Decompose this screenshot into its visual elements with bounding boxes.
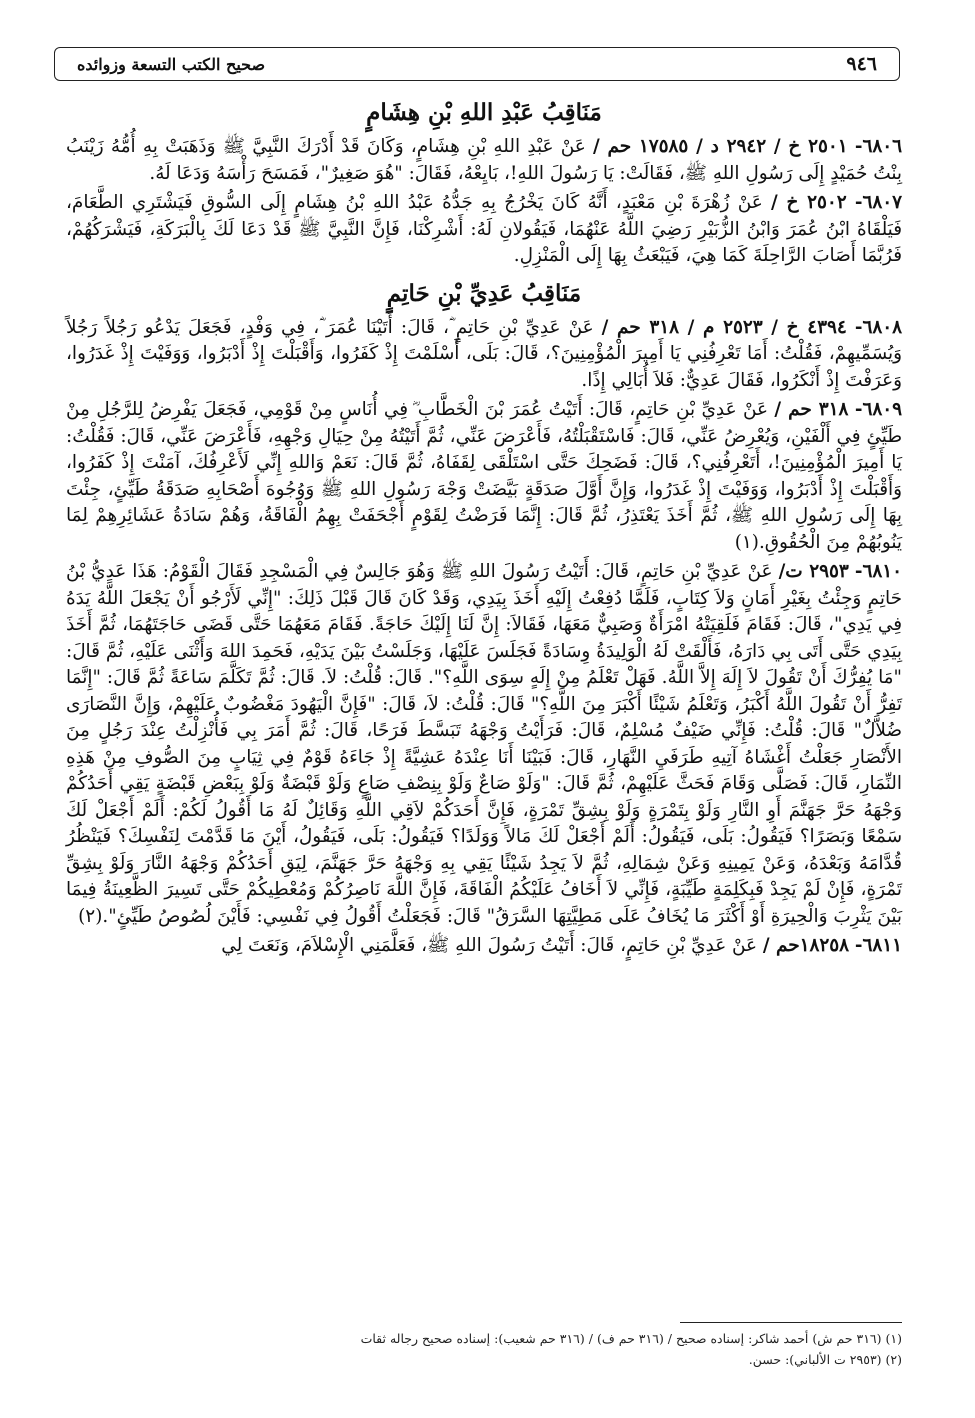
hadith-number: ٦٨٠٧-	[854, 192, 902, 213]
hadith-references: ٣١٨ حم /	[774, 399, 849, 420]
section-adi-ibn-hatim	[66, 273, 902, 960]
page-number: ٩٤٦	[846, 53, 877, 75]
hadith-text: عَنْ عَدِيِّ بْنِ حَاتِمٍ، قَالَ: أَتَيْتُ رَسُولَ اللهِ ﷺ، فَعَلَّمَنِي الْإِسْلاَمَ، وَنَعَتَ لِي	[221, 935, 757, 956]
section-abdullah-ibn-hisham	[66, 92, 902, 270]
hadith-text: عَنْ عَبْدِ اللهِ بْنِ هِشَامٍ، وَكَانَ قَدْ أَدْرَكَ النَّبِيَّ ﷺ وَذَهَبَتْ بِهِ أُمُّهُ زَيْنَبُ بِنْتُ حُمَيْدٍ إِلَى رَسُولِ اللهِ ﷺ، فَقَالَتْ: يَا رَسُولَ اللهِ!، بَايِعْهُ، فَقَالَ: "هُوَ صَغِيرٌ"، فَمَسَحَ رَأْسَهُ وَدَعَا لَهُ.	[66, 136, 902, 184]
hadith-number: ٦٨١١-	[854, 935, 902, 956]
hadith-number: ٦٨٠٩-	[854, 399, 902, 420]
hadith-entry	[66, 397, 902, 556]
hadith-entry	[66, 933, 902, 960]
footnote-1: (١) (٣١٦ حم ش) أحمد شاكر: إسناده صحيح / (٣١٦ حم ف) / (٣١٦ حم شعيب): إسناده صحيح رجاله ثقات	[360, 1331, 902, 1346]
section-heading: مَنَاقِبُ عَبْدِ اللهِ بْنِ هِشَامٍ	[366, 99, 602, 126]
hadith-entry	[66, 559, 902, 930]
hadith-entry	[66, 190, 902, 270]
hadith-text: عَنْ عَدِيِّ بْنِ حَاتِمٍ ؓ، قَالَ: أَتَيْنَا عُمَرَ ؓ، فِي وَفْدٍ، فَجَعَلَ يَدْعُو رَجُلاً رَجُلاً وَيُسَمِّيهِمْ، فَقُلْتُ: أَمَا تَعْرِفُنِي يَا أَمِيرَ الْمُؤْمِنِينَ؟، قَالَ: بَلَى، أَسْلَمْتَ إِذْ كَفَرُوا، وَأَقْبَلْتَ إِذْ أَدْبَرُوا، وَوَفَيْتَ إِذْ غَدَرُوا، وَعَرَفْتَ إِذْ أَنْكَرُوا، فَقَالَ عَدِيٌّ: فَلاَ أُبَالِي إِذًا.	[66, 316, 902, 391]
hadith-references: ٢٥٠١ خ / ٢٩٤٢ د / ١٧٥٨٥ حم /	[592, 136, 848, 157]
hadith-references: ٢٥٠٢ خ /	[770, 192, 847, 213]
hadith-entry	[66, 315, 902, 395]
hadith-text: عَنْ عَدِيِّ بْنِ حَاتِمٍ، قَالَ: أَتَيْتُ عُمَرَ بْنَ الْخَطَّابِ ؓ فِي أُنَاسٍ مِنْ قَوْمِي، فَجَعَلَ يَفْرِضُ لِلرَّجُلِ مِنْ طَيِّئٍ فِي أَلْفَيْنِ، وَيُعْرِضُ عَنِّي، قَالَ: فَاسْتَقْبَلْتُهُ، فَأَعْرَضَ عَنِّي، ثُمَّ أَتَيْتُهُ مِنْ حِيَالِ وَجْهِهِ، فَأَعْرَضَ عَنِّي، قَالَ: فَقُلْتُ: يَا أَمِيرَ الْمُؤْمِنِينَ!، أَتَعْرِفُنِي؟، قَالَ: فَضَحِكَ حَتَّى اسْتَلْقَى لِقَفَاهُ، ثُمَّ قَالَ: نَعَمْ وَاللهِ إِنِّي لَأَعْرِفُكَ، آمَنْتَ إِذْ كَفَرُوا، وَأَقْبَلْتَ إِذْ أَدْبَرُوا، وَوَفَيْتَ إِذْ غَدَرُوا، وَإِنَّ أَوَّلَ صَدَقَةٍ بَيَّضَتْ وَجْهَ رَسُولِ اللهِ ﷺ وَوُجُوهَ أَصْحَابِهِ صَدَقَةُ طَيِّئٍ، جِئْتَ بِهَا إِلَى رَسُولِ اللهِ ﷺ، ثُمَّ أَخَذَ يَعْتَذِرُ، ثُمَّ قَالَ: إِنَّمَا فَرَضْتُ لِقَوْمٍ أَجْحَفَتْ بِهِمُ الْفَاقَةُ، وَهُمْ سَادَةُ عَشَائِرِهِمْ لِمَا يَنُوبُهُمْ مِنَ الْحُقُوقِ.(١)	[66, 399, 903, 553]
hadith-references: ١٨٢٥٨حم /	[762, 935, 849, 956]
running-header	[54, 47, 900, 81]
book-title: صحيح الكتب التسعة وزوائده	[77, 54, 266, 74]
page-body	[66, 92, 902, 963]
hadith-text: عَنْ زُهْرَةَ بْنِ مَعْبَدٍ، أَنَّهُ كَانَ يَخْرُجُ بِهِ جَدُّهُ عَبْدُ اللهِ بْنُ هِشَامٍ إِلَى السُّوقِ فَيَشْتَرِي الطَّعَامَ، فَيَلْقَاهُ ابْنُ عُمَرَ وَابْنُ الزُّبَيْرِ رَضِيَ اللَّهُ عَنْهُمَا، فَيَقُولانِ لَهُ: أَشْرِكْنَا، فَإِنَّ النَّبِيَّ ﷺ قَدْ دَعَا لَكَ بِالْبَرَكَةِ، فَيَشْرَكُهُمْ، فَرُبَّمَا أَصَابَ الرَّاحِلَةَ كَمَا هِيَ، فَيَبْعَثُ بِهَا إِلَى الْمَنْزِلِ.	[66, 192, 902, 266]
hadith-number: ٦٨٠٨-	[854, 316, 902, 338]
hadith-entry	[66, 134, 902, 187]
footnote-divider	[680, 1322, 902, 1323]
hadith-references: ٢٩٥٣ ت/	[778, 561, 849, 582]
hadith-references: ٤٣٩٤ خ / ٢٥٢٣ م / ٣١٨ حم /	[601, 316, 847, 338]
section-heading: مَنَاقِبُ عَدِيِّ بْنِ حَاتِمٍ	[386, 279, 582, 307]
hadith-number: ٦٨١٠-	[854, 561, 902, 582]
footnote-2: (٢) (٢٩٥٣ ت الألباني): حسن.	[748, 1352, 902, 1367]
footnotes	[342, 1328, 902, 1370]
hadith-number: ٦٨٠٦-	[854, 136, 902, 157]
hadith-text: عَنْ عَدِيِّ بْنِ حَاتِمٍ، قَالَ: أَتَيْتُ رَسُولَ اللهِ ﷺ وَهُوَ جَالِسٌ فِي الْمَسْجِدِ فَقَالَ الْقَوْمُ: هَذَا عَدِيُّ بْنُ حَاتِمٍ وَجِئْتُ بِغَيْرِ أَمَانٍ وَلاَ كِتَابٍ، فَلَمَّا دُفِعْتُ إِلَيْهِ أَخَذَ بِيَدِي، وَقَدْ كَانَ قَالَ قَبْلَ ذَلِكَ: "إِنِّي لَأَرْجُو أَنْ يَجْعَلَ اللَّهُ يَدَهُ فِي يَدِي"، قَالَ: فَقَامَ فَلَقِيَتْهُ امْرَأَةٌ وَصَبِيٌّ مَعَهَا، فَقَالاَ: إِنَّ لَنَا إِلَيْكَ حَاجَةً. فَقَامَ مَعَهُمَا حَتَّى قَضَى حَاجَتَهُمَا، ثُمَّ أَخَذَ بِيَدِي حَتَّى أَتَى بِي دَارَهُ، فَأَلْقَتْ لَهُ الْوَلِيدَةُ وِسَادَةً فَجَلَسَ عَلَيْهَا، وَجَلَسْتُ بَيْنَ يَدَيْهِ، فَحَمِدَ اللهَ وَأَثْنَى عَلَيْهِ، ثُمَّ قَالَ: "مَا يُفِرُّكَ أَنْ تَقُولَ لاَ إِلَهَ إِلاَّ اللَّهُ. فَهَلْ تَعْلَمُ مِنْ إِلَهٍ سِوَى اللَّهِ؟". قَالَ: قُلْتُ: لاَ. قَالَ: ثُمَّ تَكَلَّمَ سَاعَةً ثُمَّ قَالَ: "إِنَّمَا تَفِرُّ أَنْ تَقُولَ اللَّهُ أَكْبَرُ، وَتَعْلَمُ شَيْئًا أَكْبَرَ مِنَ اللَّهِ؟" قَالَ: قُلْتُ: لاَ، قَالَ: "فَإِنَّ الْيَهُودَ مَغْضُوبٌ عَلَيْهِمْ، وَإِنَّ النَّصَارَى ضُلاَّلٌ" قَالَ: قُلْتُ: فَإِنِّي ضَيْفٌ مُسْلِمٌ، قَالَ: فَرَأَيْتُ وَجْهَهُ تَبَسَّطَ فَرَحًا، قَالَ: ثُمَّ أَمَرَ بِي فَأُنْزِلْتُ عِنْدَ رَجُلٍ مِنَ الأَنْصَارِ جَعَلْتُ أَغْشَاهُ آتِيهِ طَرَفَيِ النَّهَارِ، قَالَ: فَبَيْنَا أَنَا عِنْدَهُ عَشِيَّةً إِذْ جَاءَهُ قَوْمٌ فِي ثِيَابٍ مِنَ الصُّوفِ مِنْ هَذِهِ النِّمَارِ، قَالَ: فَصَلَّى وَقَامَ فَحَثَّ عَلَيْهِمْ، ثُمَّ قَالَ: "وَلَوْ صَاعٌ وَلَوْ بِنِصْفِ صَاعٍ وَلَوْ قَبْضَةٌ وَلَوْ بِبَعْضِ قَبْضَةٍ يَقِي أَحَدُكُمْ وَجْهَهُ حَرَّ جَهَنَّمَ أَوِ النَّارِ وَلَوْ بِتَمْرَةٍ وَلَوْ بِشِقِّ تَمْرَةٍ، فَإِنَّ أَحَدَكُمْ لاَقِي اللَّهِ وَقَائِلٌ لَهُ مَا أَقُولُ لَكُمْ: أَلَمْ أَجْعَلْ لَكَ سَمْعًا وَبَصَرًا؟ فَيَقُولُ: بَلَى، فَيَقُولُ: أَلَمْ أَجْعَلْ لَكَ مَالاً وَوَلَدًا؟ فَيَقُولُ: بَلَى، فَيَقُولُ، أَيْنَ مَا قَدَّمْتَ لِنَفْسِكَ؟ فَيَنْظُرُ قُدَّامَهُ وَبَعْدَهُ، وَعَنْ يَمِينِهِ وَعَنْ شِمَالِهِ، ثُمَّ لاَ يَجِدُ شَيْئًا يَقِي بِهِ وَجْهَهُ حَرَّ جَهَنَّمَ، لِيَقِ أَحَدُكُمْ وَجْهَهُ النَّارَ وَلَوْ بِشِقِّ تَمْرَةٍ، فَإِنْ لَمْ يَجِدْ فَبِكَلِمَةٍ طَيِّبَةٍ، فَإِنِّي لاَ أَخَافُ عَلَيْكُمُ الْفَاقَةَ، فَإِنَّ اللَّهَ نَاصِرُكُمْ وَمُعْطِيكُمْ حَتَّى تَسِيرَ الظَّعِينَةُ فِيمَا بَيْنَ يَثْرِبَ وَالْحِيرَةِ أَوْ أَكْثَرَ مَا يُخَافُ عَلَى مَطِيَّتِهَا السَّرَقُ" قَالَ: فَجَعَلْتُ أَقُولُ فِي نَفْسِي: فَأَيْنَ لُصُوصُ طَيِّئٍ".(٢)	[66, 561, 902, 927]
